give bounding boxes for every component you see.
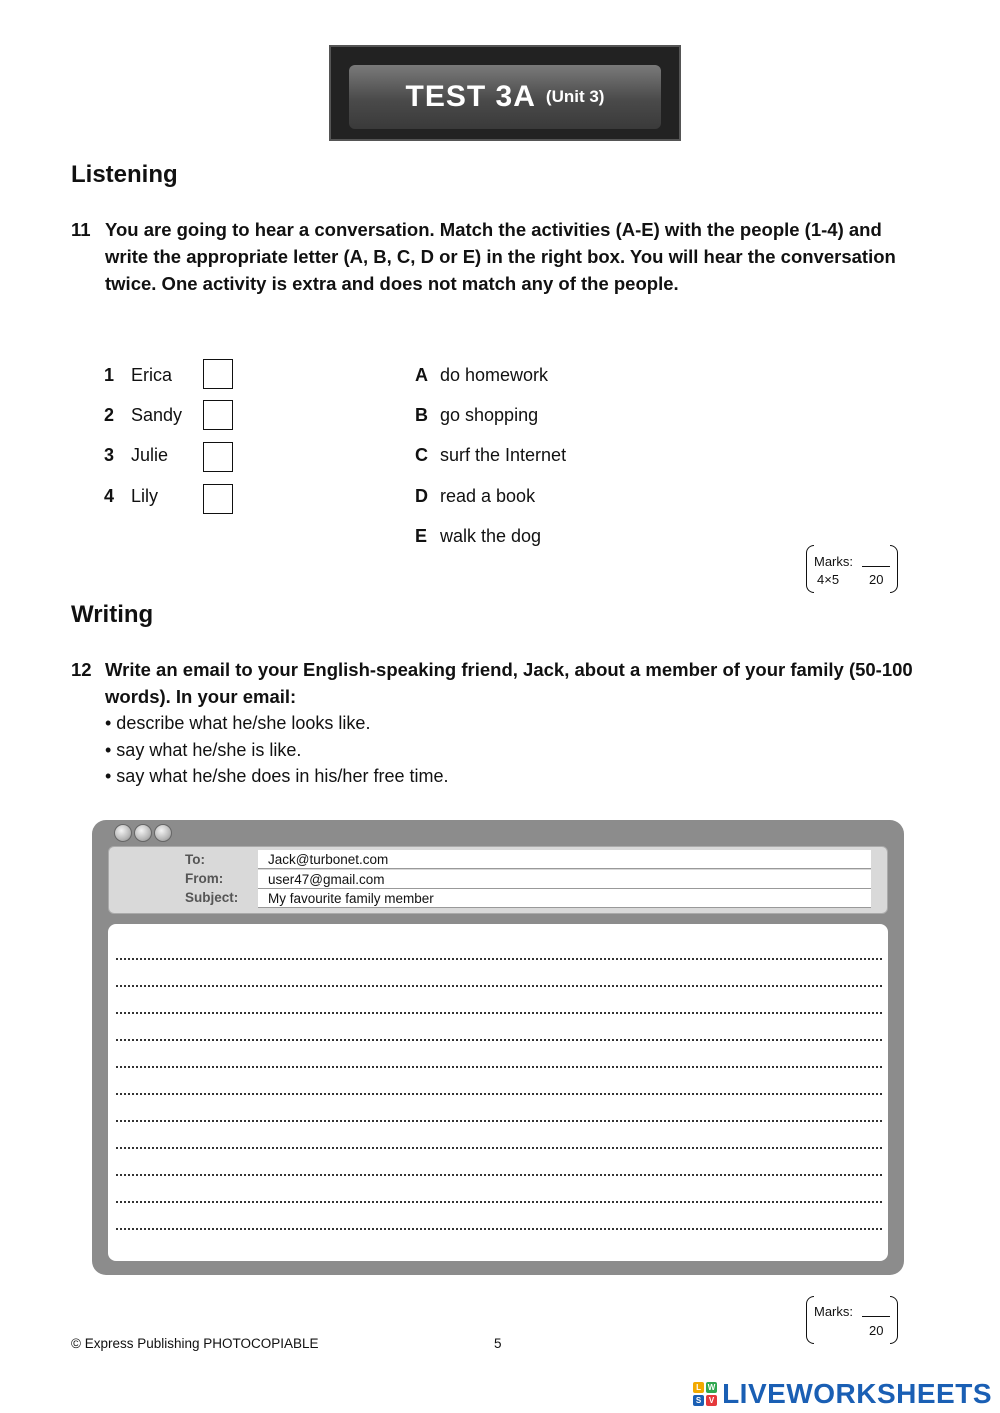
writing-instructions-text: Write an email to your English-speaking friend, Jack, about a member of your family (50-100 words). In your email: <box>105 659 913 707</box>
person-number: 2 <box>104 405 115 425</box>
activity-letter: A <box>415 365 428 385</box>
liveworksheets-brand <box>692 1376 992 1412</box>
listening-heading: Listening <box>71 161 178 188</box>
test-title-banner <box>329 45 681 141</box>
marks-label: Marks: <box>814 1304 853 1319</box>
task-number-11: 11 <box>71 219 91 240</box>
listening-instructions <box>71 216 921 297</box>
answer-box-1[interactable] <box>203 359 233 389</box>
activity-letter: C <box>415 445 428 465</box>
subject-label: Subject: <box>185 890 239 905</box>
activity-item <box>415 445 567 466</box>
activity-letter: D <box>415 486 428 506</box>
email-body-area[interactable] <box>108 924 888 1261</box>
writing-line <box>116 1093 882 1095</box>
writing-bullet: • describe what he/she looks like. <box>105 713 371 733</box>
logo-tile: L <box>693 1382 704 1393</box>
task-number-12: 12 <box>71 659 92 680</box>
email-window <box>92 820 904 1275</box>
window-dot-icon <box>134 824 152 842</box>
test-title: TEST 3A <box>405 80 536 113</box>
person-name: Julie <box>131 445 169 465</box>
writing-line <box>116 1147 882 1149</box>
activity-letter: B <box>415 405 428 425</box>
marks-bracket-right <box>890 1296 898 1344</box>
writing-heading: Writing <box>71 601 154 628</box>
writing-line <box>116 1039 882 1041</box>
person-number: 1 <box>104 365 115 385</box>
from-field[interactable]: user47@gmail.com <box>258 870 871 889</box>
activity-text: surf the Internet <box>440 445 567 465</box>
test-unit: (Unit 3) <box>545 87 605 106</box>
writing-instructions <box>71 656 921 710</box>
person-name: Erica <box>131 365 173 385</box>
activity-item <box>415 486 536 507</box>
writing-line <box>116 1228 882 1230</box>
activity-text: read a book <box>440 486 536 506</box>
writing-bullet: • say what he/she is like. <box>105 740 302 760</box>
liveworksheets-wordmark: LIVEWORKSHEETS <box>722 1378 992 1409</box>
answer-box-3[interactable] <box>203 442 233 472</box>
activity-letter: E <box>415 526 428 546</box>
writing-line <box>116 1120 882 1122</box>
person-number: 3 <box>104 445 115 465</box>
page-number: 5 <box>494 1336 502 1351</box>
writing-line <box>116 1201 882 1203</box>
marks-multiplier: 4×5 <box>817 572 840 587</box>
activity-item <box>415 365 549 386</box>
person-name: Lily <box>131 486 159 506</box>
liveworksheets-logo-icon <box>692 1381 718 1407</box>
subject-field[interactable]: My favourite family member <box>258 889 871 908</box>
answer-box-4[interactable] <box>203 484 233 514</box>
writing-bullet: • say what he/she does in his/her free time. <box>105 766 449 786</box>
title-plate <box>349 65 661 129</box>
writing-marks-box <box>806 1296 898 1346</box>
email-header <box>108 846 888 914</box>
copyright-notice: © Express Publishing PHOTOCOPIABLE <box>71 1336 319 1351</box>
logo-tile: W <box>707 1383 716 1392</box>
person-number: 4 <box>104 486 115 506</box>
marks-score-line[interactable] <box>862 566 890 567</box>
activity-text: do homework <box>440 365 549 385</box>
marks-bracket-left <box>806 1296 814 1344</box>
marks-bracket-left <box>806 545 814 593</box>
marks-label: Marks: <box>814 554 853 569</box>
marks-bracket-right <box>890 545 898 593</box>
marks-total: 20 <box>869 1323 884 1338</box>
window-dot-icon <box>114 824 132 842</box>
listening-instructions-text: You are going to hear a conversation. Match the activities (A-E) with the people (1-4) and write the appropriate letter (A, B, C, D or E) in the right box. You will hear the conversation twice. One activity is extra and does not match any of the people. <box>105 219 896 294</box>
writing-line <box>116 1174 882 1176</box>
listening-marks-box <box>806 545 898 595</box>
logo-tile: S <box>693 1395 704 1406</box>
activity-item <box>415 405 539 426</box>
writing-line <box>116 985 882 987</box>
marks-total: 20 <box>869 572 884 587</box>
activity-text: go shopping <box>440 405 539 425</box>
window-dot-icon <box>154 824 172 842</box>
logo-tile: V <box>706 1395 717 1406</box>
answer-box-2[interactable] <box>203 400 233 430</box>
to-label: To: <box>185 852 205 867</box>
from-label: From: <box>185 871 224 886</box>
to-field[interactable]: Jack@turbonet.com <box>258 850 871 869</box>
person-name: Sandy <box>131 405 183 425</box>
marks-score-line[interactable] <box>862 1316 890 1317</box>
activity-item <box>415 526 542 547</box>
writing-line <box>116 1012 882 1014</box>
activity-text: walk the dog <box>440 526 542 546</box>
writing-line <box>116 958 882 960</box>
writing-line <box>116 1066 882 1068</box>
